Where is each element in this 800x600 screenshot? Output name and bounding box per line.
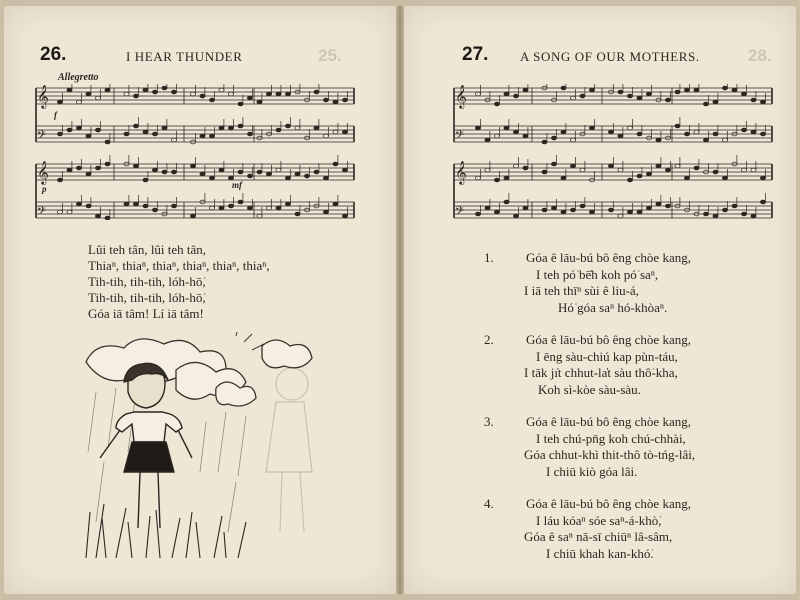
note-head (741, 212, 746, 216)
note-head (713, 100, 718, 104)
note-head (751, 130, 756, 134)
note-head (713, 132, 718, 136)
note-head (266, 92, 271, 96)
note-head (684, 176, 689, 180)
verse-line: Góa ê saⁿ nā-sī chiūⁿ lâ-sâm, (524, 529, 673, 544)
note-head (105, 216, 110, 220)
note-head (741, 92, 746, 96)
note-head (67, 168, 72, 172)
note-head (57, 100, 62, 104)
note-head (561, 210, 566, 214)
note-head (627, 94, 632, 98)
note-head (209, 206, 214, 210)
bass-clef-icon: 𝄢 (455, 205, 465, 220)
note-head (741, 168, 746, 172)
note-head (513, 130, 518, 134)
note-head (475, 212, 480, 216)
note-head (485, 168, 490, 172)
note-head (675, 164, 680, 168)
verse-line: I láu kóaⁿ sóe saⁿ-á-khò͘, (536, 512, 662, 528)
verse-number: 4. (484, 496, 494, 511)
note-head (694, 88, 699, 92)
bass-clef-icon: 𝄢 (37, 129, 47, 145)
right-page-number: 27. (462, 44, 489, 65)
note-head (276, 128, 281, 132)
note-head (152, 132, 157, 136)
note-head (228, 126, 233, 130)
note-head (665, 204, 670, 208)
note-head (570, 164, 575, 168)
note-head (238, 124, 243, 128)
lyric-line: Tih-tih, tih-tih, lóh-hō͘, (88, 290, 206, 305)
note-head (57, 132, 62, 136)
note-head (95, 166, 100, 170)
note-head (523, 166, 528, 170)
note-head (703, 102, 708, 106)
note-head (513, 164, 518, 168)
note-head (561, 130, 566, 134)
treble-clef-icon: 𝄞 (37, 84, 49, 108)
treble-clef-icon: 𝄞 (37, 160, 49, 184)
note-head (589, 210, 594, 214)
note-head (722, 86, 727, 90)
note-head (95, 214, 100, 218)
note-head (304, 174, 309, 178)
note-head (760, 132, 765, 136)
note-head (314, 126, 319, 130)
note-head (105, 140, 110, 144)
note-head (276, 92, 281, 96)
note-head (494, 178, 499, 182)
note-head (342, 214, 347, 218)
note-head (200, 172, 205, 176)
verse-1 (484, 250, 784, 320)
note-head (285, 202, 290, 206)
dynamic-marking: mf (232, 180, 242, 190)
note-head (523, 88, 528, 92)
note-head (703, 138, 708, 142)
note-head (219, 206, 224, 210)
note-head (627, 126, 632, 130)
note-head (152, 208, 157, 212)
note-head (694, 130, 699, 134)
note-head (333, 130, 338, 134)
note-head (732, 88, 737, 92)
note-head (105, 88, 110, 92)
note-head (675, 90, 680, 94)
note-head (323, 176, 328, 180)
note-head (580, 204, 585, 208)
note-head (247, 132, 252, 136)
note-head (751, 214, 756, 218)
note-head (209, 98, 214, 102)
note-head (76, 126, 81, 130)
note-head (760, 176, 765, 180)
note-head (57, 178, 62, 182)
left-song-title: I HEAR THUNDER (126, 49, 243, 64)
bass-clef-icon: 𝄢 (37, 205, 47, 220)
note-head (295, 172, 300, 176)
note-head (333, 162, 338, 166)
note-head (162, 86, 167, 90)
note-head (589, 126, 594, 130)
verse-line: I chiū kiò góa lâi. (546, 463, 638, 479)
note-head (513, 94, 518, 98)
book-gutter (396, 6, 404, 594)
lyric-line: Góa iā tâm! Lí iā tâm! (88, 306, 204, 321)
note-head (637, 132, 642, 136)
note-head (475, 92, 480, 96)
note-head (722, 138, 727, 142)
note-head (618, 214, 623, 218)
right-ghost-page-number: 28. (748, 46, 772, 65)
note-head (323, 134, 328, 138)
note-head (76, 202, 81, 206)
verse-2 (484, 332, 784, 402)
note-head (133, 164, 138, 168)
verse-line: I chiū khah kan-khó͘. (546, 545, 654, 561)
note-head (190, 92, 195, 96)
note-head (162, 126, 167, 130)
right-sheet-music (452, 84, 774, 220)
verse-line: I tāk jı̍t chhut-la̍t sàu thô͘-kha, (524, 365, 678, 380)
note-head (760, 100, 765, 104)
note-head (200, 94, 205, 98)
note-head (551, 136, 556, 140)
note-head (760, 200, 765, 204)
note-head (219, 126, 224, 130)
treble-clef-icon: 𝄞 (455, 160, 467, 184)
treble-clef-icon: 𝄞 (455, 84, 467, 108)
verse-line: Góa ê lāu-bú bô êng chòe kang, (526, 414, 691, 429)
verse-line: I teh chú-pn̄g koh chú-chhài, (536, 430, 686, 446)
left-sheet-music (34, 84, 356, 220)
note-head (276, 168, 281, 172)
note-head (162, 170, 167, 174)
verse-number: 2. (484, 332, 494, 347)
lyric-line: Lûi teh tân, lûi teh tân, (88, 242, 207, 257)
note-head (703, 212, 708, 216)
note-head (143, 204, 148, 208)
note-head (570, 138, 575, 142)
note-head (228, 92, 233, 96)
note-head (190, 214, 195, 218)
left-ghost-page-number: 25. (318, 46, 342, 65)
note-head (722, 208, 727, 212)
note-head (95, 96, 100, 100)
note-head (504, 176, 509, 180)
note-head (561, 86, 566, 90)
girl-in-rain-illustration (76, 332, 326, 562)
note-head (551, 162, 556, 166)
verse-line: I iā teh thīⁿ sùi ê liu-á, (524, 283, 639, 298)
note-head (608, 208, 613, 212)
note-head (656, 202, 661, 206)
note-head (751, 98, 756, 102)
note-head (513, 214, 518, 218)
note-head (124, 202, 129, 206)
note-head (475, 126, 480, 130)
note-head (665, 168, 670, 172)
note-head (618, 134, 623, 138)
note-head (504, 126, 509, 130)
note-head (494, 210, 499, 214)
verse-line: I teh pó͘ bē̍h koh pó͘ saⁿ, (536, 266, 659, 282)
note-head (171, 90, 176, 94)
note-head (257, 100, 262, 104)
note-head (684, 88, 689, 92)
note-head (190, 164, 195, 168)
verse-line: I ēng sàu-chiú kap pùn-táu, (536, 348, 678, 364)
note-head (152, 168, 157, 172)
note-head (542, 208, 547, 212)
note-head (570, 96, 575, 100)
note-head (133, 124, 138, 128)
note-head (76, 166, 81, 170)
note-head (285, 124, 290, 128)
bass-clef-icon: 𝄢 (455, 129, 465, 145)
note-head (637, 96, 642, 100)
note-head (86, 204, 91, 208)
note-head (523, 206, 528, 210)
note-head (333, 202, 338, 206)
note-head (580, 168, 585, 172)
note-head (200, 134, 205, 138)
dynamic-marking: f (54, 110, 57, 120)
note-head (684, 132, 689, 136)
note-head (228, 204, 233, 208)
verse-line: Góa chhut-khì thit-thô tò-tńg-lâi, (524, 447, 696, 462)
note-head (171, 204, 176, 208)
note-head (751, 168, 756, 172)
note-head (124, 92, 129, 96)
note-head (637, 174, 642, 178)
note-head (219, 168, 224, 172)
note-head (551, 206, 556, 210)
note-head (57, 210, 62, 214)
verse-line: Góa ê lāu-bú bô êng chòe kang, (526, 250, 691, 265)
note-head (238, 200, 243, 204)
note-head (589, 88, 594, 92)
note-head (494, 134, 499, 138)
note-head (580, 94, 585, 98)
note-head (171, 170, 176, 174)
note-head (618, 90, 623, 94)
note-head (76, 100, 81, 104)
note-head (266, 206, 271, 210)
note-head (314, 170, 319, 174)
note-head (608, 164, 613, 168)
note-head (86, 92, 91, 96)
note-head (504, 200, 509, 204)
note-head (694, 166, 699, 170)
note-head (570, 208, 575, 212)
verse-line: Hó͘ góa saⁿ hó-khòaⁿ. (558, 299, 668, 315)
verse-4 (484, 496, 784, 566)
note-head (646, 172, 651, 176)
note-head (523, 134, 528, 138)
lyric-line: Tih-tih, tih-tih, lóh-hō͘, (88, 274, 206, 289)
verse-line: Koh sì-kòe sàu-sàu. (538, 381, 641, 397)
note-head (542, 140, 547, 144)
verse-number: 1. (484, 250, 494, 265)
note-head (257, 214, 262, 218)
note-head (504, 92, 509, 96)
note-head (608, 130, 613, 134)
note-head (475, 176, 480, 180)
note-head (646, 206, 651, 210)
verse-3 (484, 414, 784, 484)
note-head (295, 126, 300, 130)
note-head (209, 134, 214, 138)
note-head (285, 176, 290, 180)
note-head (219, 88, 224, 92)
note-head (95, 128, 100, 132)
note-head (637, 210, 642, 214)
note-head (656, 138, 661, 142)
note-head (171, 138, 176, 142)
note-head (143, 88, 148, 92)
note-head (238, 102, 243, 106)
dynamic-marking: p (42, 184, 47, 194)
note-head (665, 98, 670, 102)
note-head (247, 206, 252, 210)
note-head (732, 204, 737, 208)
note-head (276, 206, 281, 210)
note-head (485, 206, 490, 210)
note-head (675, 124, 680, 128)
note-head (323, 210, 328, 214)
note-head (133, 202, 138, 206)
note-head (342, 130, 347, 134)
note-head (618, 168, 623, 172)
note-head (247, 96, 252, 100)
note-head (285, 92, 290, 96)
note-head (257, 170, 262, 174)
note-head (542, 170, 547, 174)
note-head (323, 98, 328, 102)
left-page-number: 26. (40, 44, 67, 65)
note-head (238, 170, 243, 174)
note-head (713, 214, 718, 218)
left-lyrics (88, 242, 270, 322)
note-head (152, 90, 157, 94)
note-head (494, 102, 499, 106)
note-head (656, 164, 661, 168)
note-head (143, 178, 148, 182)
note-head (209, 176, 214, 180)
verse-line: Góa ê lāu-bú bô êng chòe kang, (526, 496, 691, 511)
note-head (342, 98, 347, 102)
note-head (485, 138, 490, 142)
note-head (105, 162, 110, 166)
note-head (342, 168, 347, 172)
lyric-line: Thiaⁿ, thiaⁿ, thiaⁿ, thiaⁿ, thiaⁿ, thiaⁿ, (88, 258, 270, 273)
note-head (627, 178, 632, 182)
note-head (627, 210, 632, 214)
verse-line: Góa ê lāu-bú bô êng chòe kang, (526, 332, 691, 347)
note-head (143, 130, 148, 134)
note-head (722, 176, 727, 180)
note-head (295, 212, 300, 216)
note-head (86, 134, 91, 138)
note-head (67, 88, 72, 92)
note-head (333, 100, 338, 104)
note-head (741, 128, 746, 132)
note-head (67, 210, 72, 214)
note-head (133, 94, 138, 98)
note-head (713, 170, 718, 174)
note-head (646, 92, 651, 96)
note-head (247, 174, 252, 178)
note-head (67, 128, 72, 132)
note-head (314, 90, 319, 94)
note-head (124, 132, 129, 136)
note-head (266, 172, 271, 176)
tempo-marking: Allegretto (58, 72, 99, 83)
note-head (561, 176, 566, 180)
verse-number: 3. (484, 414, 494, 429)
right-song-title: A SONG OF OUR MOTHERS. (520, 49, 700, 64)
note-head (86, 172, 91, 176)
